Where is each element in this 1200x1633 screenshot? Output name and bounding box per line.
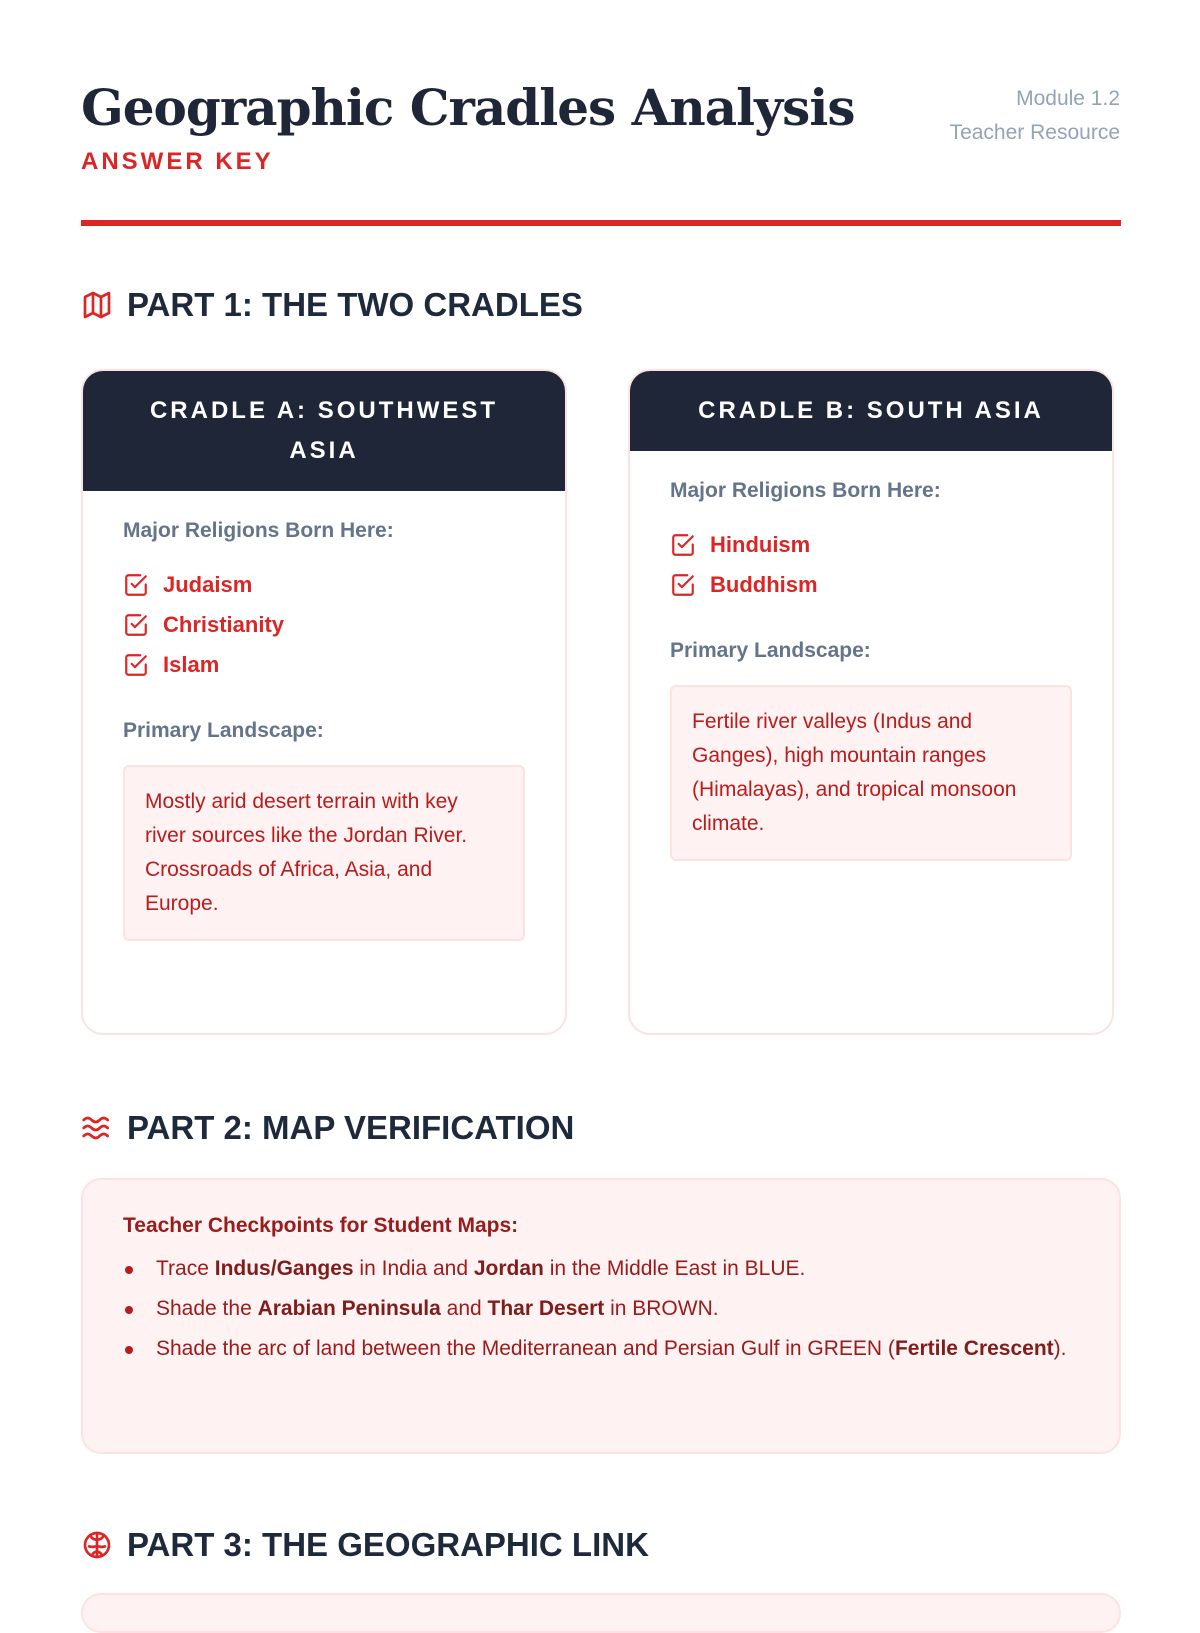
landscape-label: Primary Landscape: — [670, 639, 871, 662]
checkpoint-item: Shade the arc of land between the Mediterranean and Persian Gulf in GREEN (Fertile Crescent). — [123, 1332, 1079, 1366]
page-title: Geographic Cradles Analysis — [81, 78, 855, 137]
religion-item: Christianity — [123, 605, 525, 645]
religion-item: Hinduism — [670, 525, 1072, 565]
checkbox-checked-icon — [123, 572, 149, 598]
teacher-checkpoints — [81, 1178, 1121, 1454]
checkpoint-list — [123, 1252, 1079, 1366]
checkpoint-item: Shade the Arabian Peninsula and Thar Desert in BROWN. — [123, 1292, 1079, 1326]
part3-box — [81, 1593, 1121, 1633]
religion-item: Judaism — [123, 565, 525, 605]
module-number: Module 1.2 — [1016, 87, 1120, 110]
religions-label: Major Religions Born Here: — [123, 519, 394, 542]
brain-icon — [81, 1529, 113, 1561]
card-title: CRADLE A: SOUTHWEST ASIA — [83, 371, 565, 491]
map-icon — [81, 289, 113, 321]
checkbox-checked-icon — [670, 572, 696, 598]
section-heading-part1 — [81, 285, 583, 325]
religion-item: Buddhism — [670, 565, 1072, 605]
landscape-answer: Mostly arid desert terrain with key river sources like the Jordan River. Crossroads of Africa, Asia, and Europe. — [123, 765, 525, 941]
section-heading-part3 — [81, 1525, 649, 1565]
checkbox-checked-icon — [123, 612, 149, 638]
landscape-label: Primary Landscape: — [123, 719, 324, 742]
waves-icon — [81, 1112, 113, 1144]
section-title: PART 2: MAP VERIFICATION — [127, 1109, 575, 1146]
section-heading-part2 — [81, 1108, 574, 1148]
religion-list — [670, 525, 1072, 605]
card-title: CRADLE B: SOUTH ASIA — [630, 371, 1112, 451]
religion-item: Islam — [123, 645, 525, 685]
header-divider — [81, 220, 1121, 226]
cradle-card-a — [81, 369, 567, 1035]
landscape-answer: Fertile river valleys (Indus and Ganges), high mountain ranges (Himalayas), and tropical monsoon climate. — [670, 685, 1072, 861]
resource-type: Teacher Resource — [949, 121, 1120, 144]
section-title: PART 3: THE GEOGRAPHIC LINK — [127, 1526, 649, 1563]
religion-list — [123, 565, 525, 685]
cradle-card-b — [628, 369, 1114, 1035]
checkbox-checked-icon — [670, 532, 696, 558]
checkbox-checked-icon — [123, 652, 149, 678]
religions-label: Major Religions Born Here: — [670, 479, 941, 502]
checkpoint-item: Trace Indus/Ganges in India and Jordan in the Middle East in BLUE. — [123, 1252, 1079, 1286]
module-info — [950, 82, 1120, 150]
checkpoints-title: Teacher Checkpoints for Student Maps: — [123, 1214, 519, 1237]
section-title: PART 1: THE TWO CRADLES — [127, 286, 583, 323]
page-subtitle: ANSWER KEY — [81, 148, 274, 175]
